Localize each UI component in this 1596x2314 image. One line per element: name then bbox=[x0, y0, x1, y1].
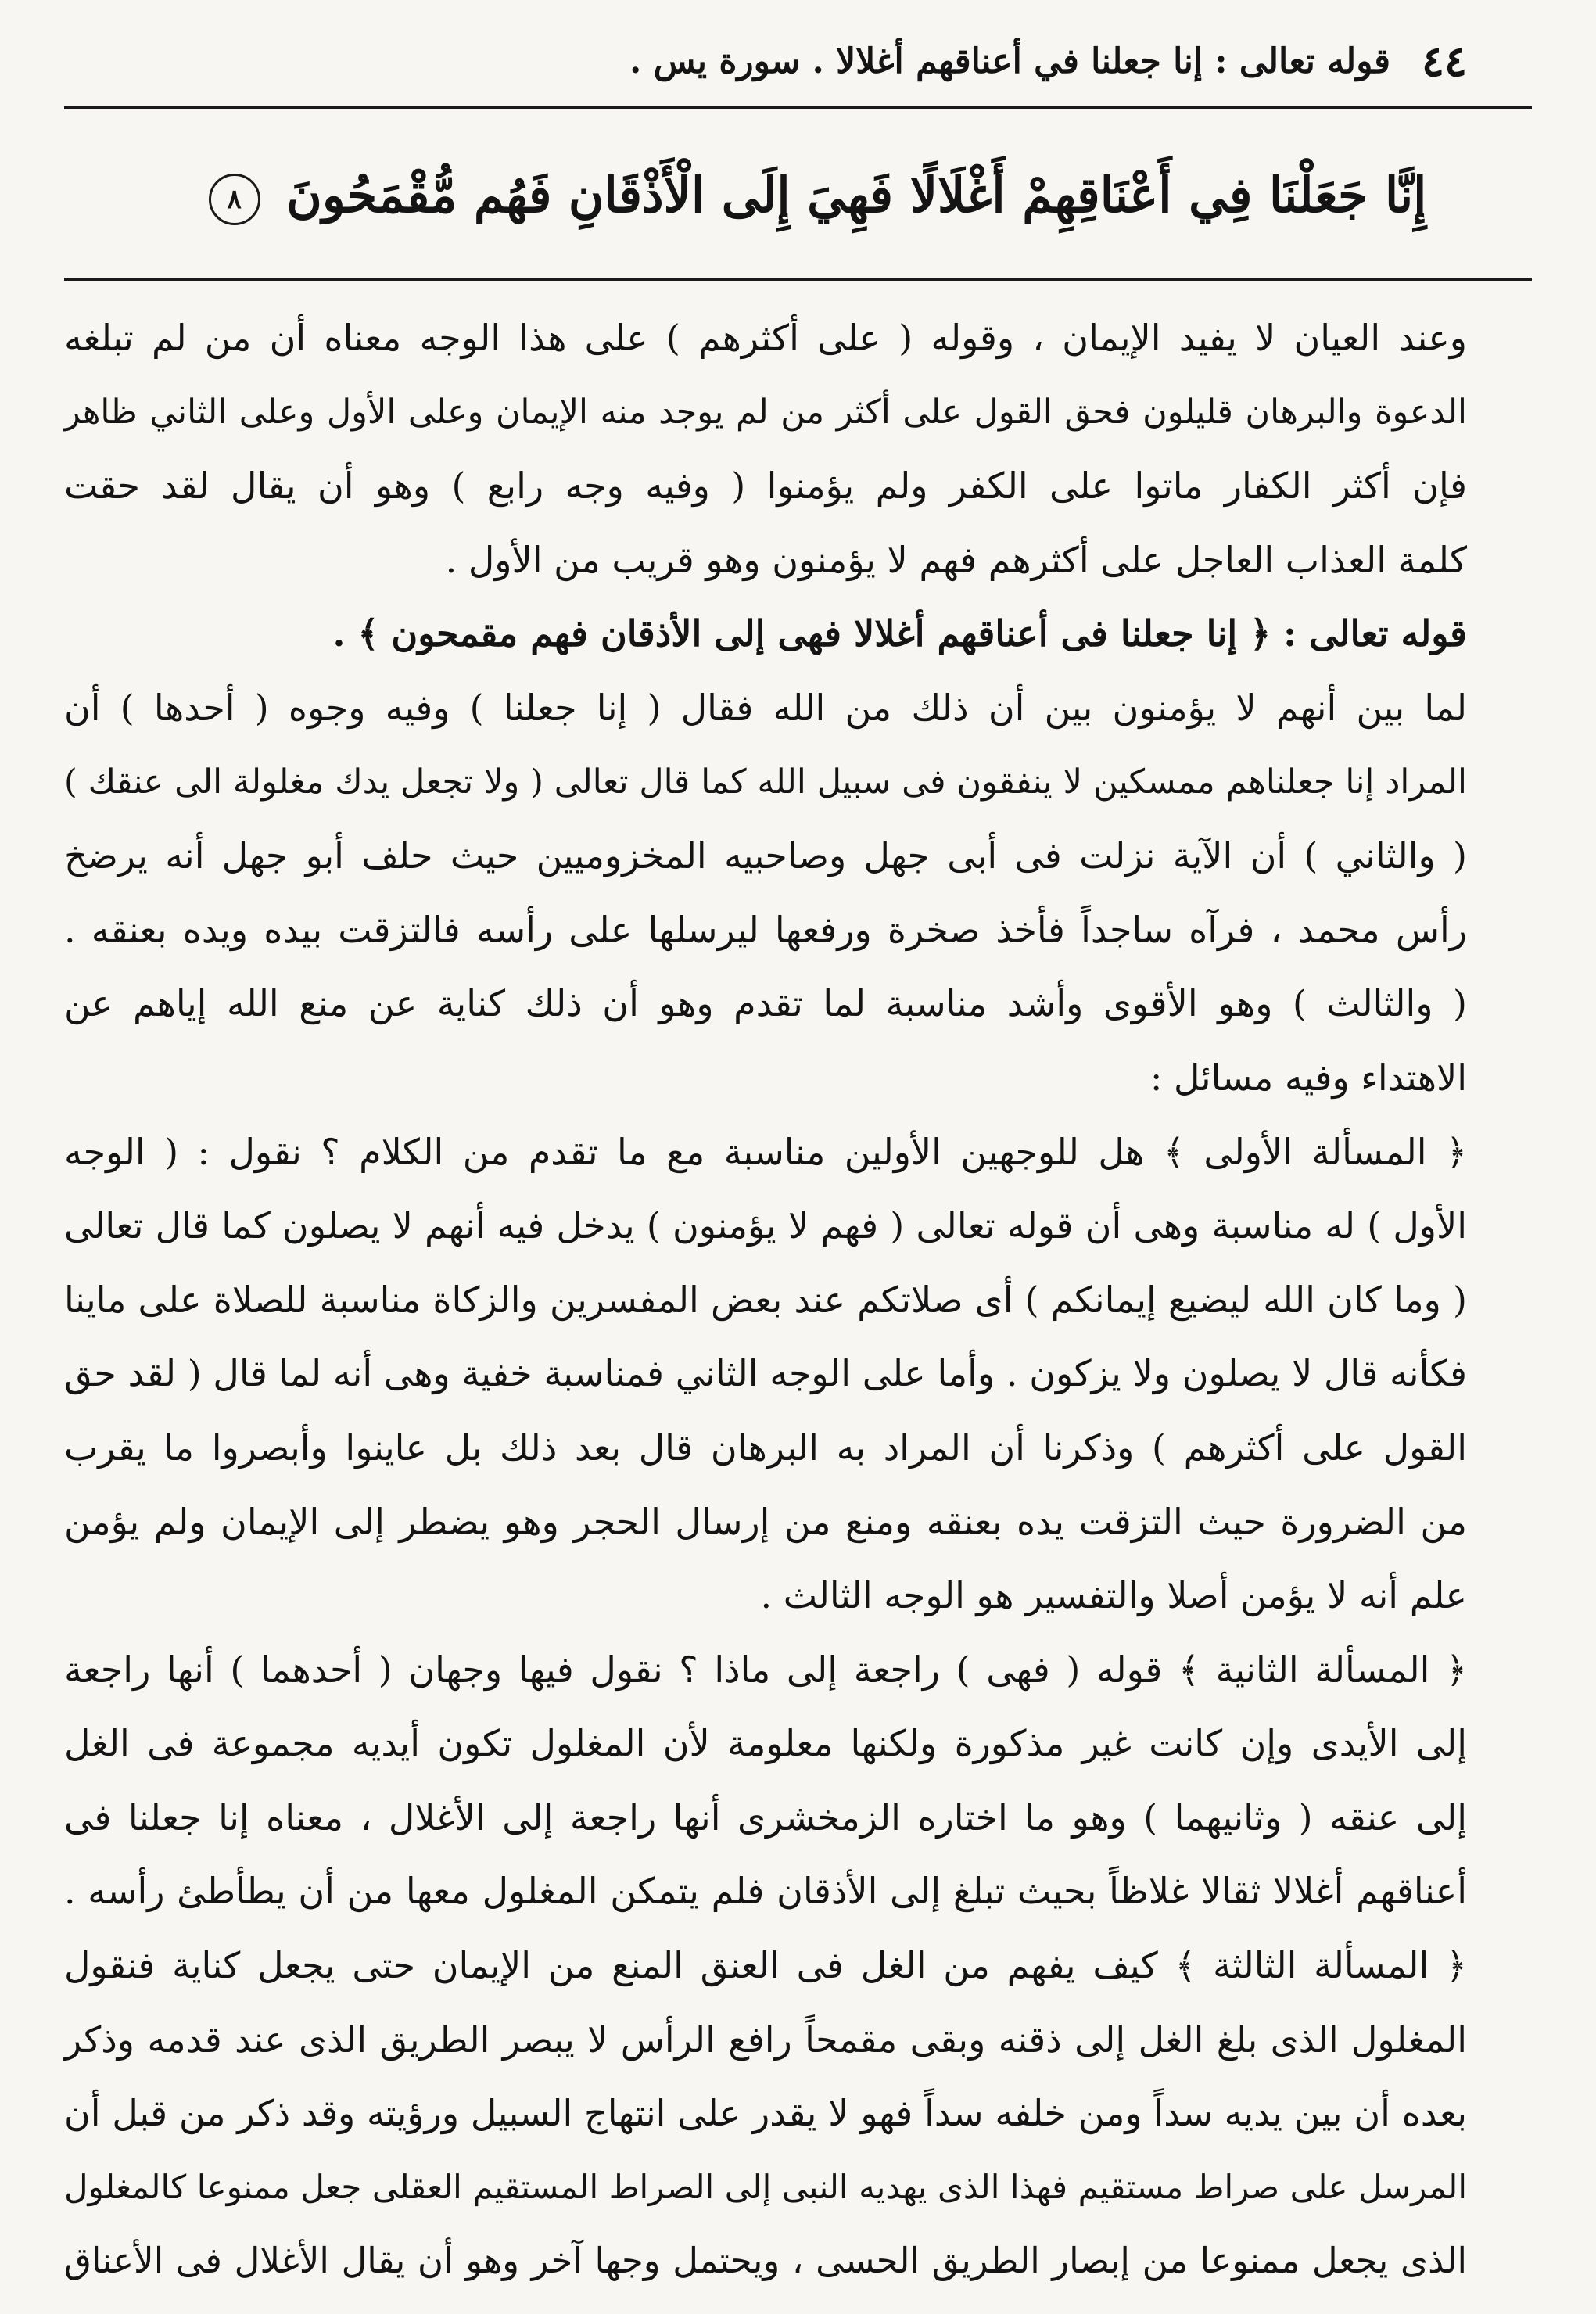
section-heading-line: ﴿ المسألة الثالثة ﴾ كيف يفهم من الغل فى العنق المنع من الإيمان حتى يجعل كناية فنقول bbox=[64, 1944, 1467, 1987]
section-heading-line: ﴿ المسألة الأولى ﴾ هل للوجهين الأولين مناسبة مع ما تقدم من الكلام ؟ نقول : ( الوجه bbox=[64, 1130, 1467, 1173]
text-line: القول على أكثرهم ) وذكرنا أن المراد به البرهان قال بعد ذلك بل عاينوا وأبصروا ما يقرب bbox=[64, 1426, 1467, 1469]
verse-text: إِنَّا جَعَلْنَا فِي أَعْنَاقِهِمْ أَغْلَالًا فَهِيَ إِلَى الْأَذْقَانِ فَهُم مُّقْمَحُونَ bbox=[286, 167, 1427, 224]
text-line: بعده أن بين يديه سداً ومن خلفه سداً فهو لا يقدر على انتهاج السبيل ورؤيته وقد ذكر من قبل أن bbox=[64, 2092, 1467, 2135]
text-line: ( والثالث ) وهو الأقوى وأشد مناسبة لما تقدم وهو أن ذلك كناية عن منع الله إياهم عن bbox=[64, 982, 1467, 1025]
text-line: الأول ) له مناسبة وهى أن قوله تعالى ( فهم لا يؤمنون ) يدخل فيه أنهم لا يصلون كما قال تعالى bbox=[64, 1204, 1467, 1247]
text-line: إلى عنقه ( وثانيهما ) وهو ما اختاره الزمخشرى أنها راجعة إلى الأغلال ، معناه إنا جعلنا فى bbox=[64, 1796, 1467, 1839]
text-line: المرسل على صراط مستقيم فهذا الذى يهديه النبى إلى الصراط المستقيم العقلى جعل ممنوعا كالمغلول bbox=[64, 2167, 1467, 2206]
text-line: أعناقهم أغلالا ثقالا غلاظاً بحيث تبلغ إلى الأذقان فلم يتمكن المغلول معها من أن يطأطئ رأسه . bbox=[64, 1870, 1467, 1913]
commentary-text bbox=[64, 301, 1467, 2282]
text-line: الاهتداء وفيه مسائل : bbox=[1149, 1056, 1467, 1099]
text-line: فكأنه قال لا يصلون ولا يزكون . وأما على الوجه الثاني فمناسبة خفية وهى أنه لما قال ( لقد حق bbox=[64, 1352, 1467, 1395]
text-line: الذى يجعل ممنوعا من إبصار الطريق الحسى ، ويحتمل وجها آخر وهو أن يقال الأغلال فى الأعناق bbox=[64, 2240, 1467, 2282]
verse-citation-line: قوله تعالى : ﴿ إنا جعلنا فى أعناقهم أغلالا فهى إلى الأذقان فهم مقمحون ﴾ . bbox=[332, 612, 1467, 655]
text-line: ( والثاني ) أن الآية نزلت فى أبى جهل وصاحبيه المخزوميين حيث حلف أبو جهل أنه يرضخ bbox=[64, 834, 1467, 877]
text-line: المراد إنا جعلناهم ممسكين لا ينفقون فى سبيل الله كما قال تعالى ( ولا تجعل يدك مغلولة الى عنقك ) bbox=[64, 762, 1467, 802]
text-line: كلمة العذاب العاجل على أكثرهم فهم لا يؤمنون وهو قريب من الأول . bbox=[445, 538, 1467, 581]
text-line: إلى الأيدى وإن كانت غير مذكورة ولكنها معلومة لأن المغلول تكون أيديه مجموعة فى الغل bbox=[64, 1722, 1467, 1765]
text-line: المغلول الذى بلغ الغل إلى ذقنه وبقى مقمحاً رافع الرأس لا يبصر الطريق الذى عند قدمه وذكر bbox=[64, 2018, 1467, 2061]
text-line: رأس محمد ، فرآه ساجداً فأخذ صخرة ورفعها ليرسلها على رأسه فالتزقت بيده ويده بعنقه . bbox=[64, 908, 1467, 951]
quran-verse bbox=[203, 149, 1432, 242]
text-line: علم أنه لا يؤمن أصلا والتفسير هو الوجه الثالث . bbox=[760, 1574, 1467, 1617]
text-line: من الضرورة حيث التزقت يده بعنقه ومنع من إرسال الحجر وهو يضطر إلى الإيمان ولم يؤمن bbox=[64, 1500, 1467, 1543]
text-line: فإن أكثر الكفار ماتوا على الكفر ولم يؤمنوا ( وفيه وجه رابع ) وهو أن يقال لقد حقت bbox=[64, 465, 1467, 508]
verse-number-marker: ٨ bbox=[209, 174, 260, 225]
header-rule bbox=[64, 106, 1532, 109]
text-line: وعند العيان لا يفيد الإيمان ، وقوله ( على أكثرهم ) على هذا الوجه معناه أن من لم تبلغه bbox=[64, 317, 1467, 359]
running-header bbox=[297, 30, 1467, 92]
section-heading-line: ﴿ المسألة الثانية ﴾ قوله ( فهى ) راجعة إلى ماذا ؟ نقول فيها وجهان ( أحدهما ) أنها راجعة bbox=[64, 1648, 1467, 1691]
text-line: لما بين أنهم لا يؤمنون بين أن ذلك من الله فقال ( إنا جعلنا ) وفيه وجوه ( أحدها ) أن bbox=[64, 686, 1467, 729]
running-title: قوله تعالى : إنا جعلنا في أعناقهم أغلالا . سورة يس . bbox=[629, 41, 1390, 81]
verse-rule bbox=[64, 278, 1532, 281]
text-line: الدعوة والبرهان قليلون فحق القول على أكثر من لم يوجد منه الإيمان وعلى الأول وعلى الثاني ظاهر bbox=[64, 392, 1467, 432]
page-number: ٤٤ bbox=[1421, 36, 1467, 86]
text-line: ( وما كان الله ليضيع إيمانكم ) أى صلاتكم عند بعض المفسرين والزكاة مناسبة للصلاة على ماينا bbox=[64, 1278, 1467, 1321]
